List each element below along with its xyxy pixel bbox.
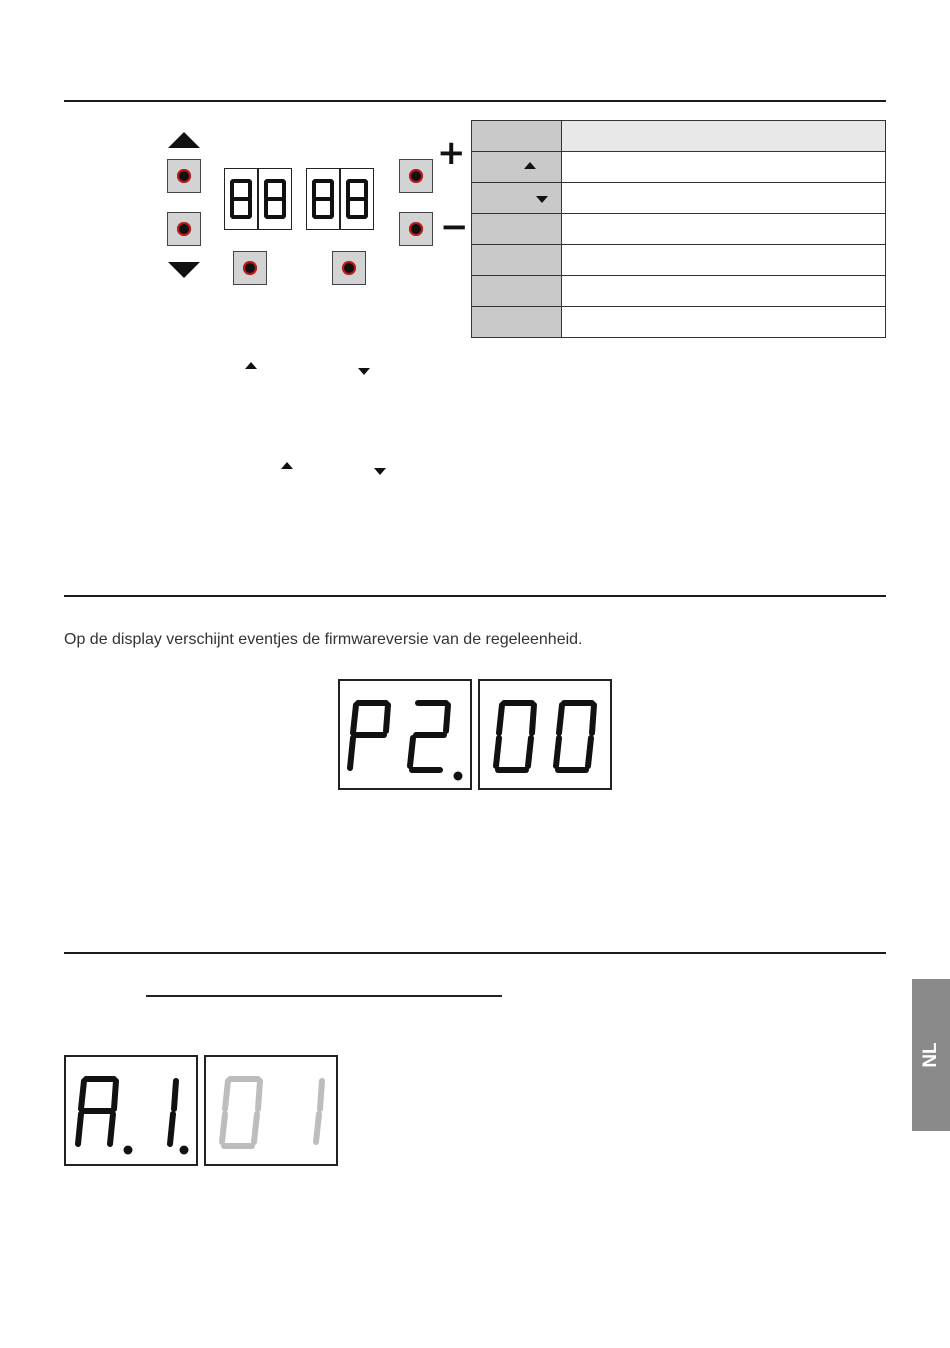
table-cell (562, 152, 886, 183)
plus-key-button[interactable] (399, 159, 433, 193)
display-P2-icon (340, 681, 470, 788)
firmware-display-right (478, 679, 612, 790)
right-key-button[interactable] (332, 251, 366, 285)
table-cell (562, 121, 886, 152)
key-dot-icon (410, 223, 422, 235)
up-arrow-icon (281, 462, 293, 469)
up-arrow-icon (524, 162, 536, 169)
table-cell (562, 307, 886, 338)
down-key-button[interactable] (167, 212, 201, 246)
panel-digit-1 (224, 168, 258, 230)
key-dot-icon (178, 223, 190, 235)
underlined-heading-line (146, 995, 502, 997)
digit-8-icon (341, 169, 373, 229)
table-row (472, 276, 886, 307)
table-row (472, 183, 886, 214)
minus-icon: − (440, 207, 469, 247)
table-row (472, 245, 886, 276)
table-cell (472, 307, 562, 338)
table-cell (472, 152, 562, 183)
down-arrow-icon (536, 196, 548, 203)
parameter-display-left (64, 1055, 198, 1166)
table-cell (562, 276, 886, 307)
up-arrow-icon (245, 362, 257, 369)
table-cell (472, 121, 562, 152)
section-rule-bottom (64, 952, 886, 954)
parameter-display-right (204, 1055, 338, 1166)
minus-key-button[interactable] (399, 212, 433, 246)
digit-8-icon (225, 169, 257, 229)
table-cell (562, 245, 886, 276)
language-tab-label: NL (920, 1042, 941, 1068)
digit-8-icon (307, 169, 339, 229)
firmware-display-left (338, 679, 472, 790)
table-row (472, 307, 886, 338)
table-cell (472, 183, 562, 214)
section-rule-middle (64, 595, 886, 597)
table-cell (472, 276, 562, 307)
table-cell (472, 245, 562, 276)
down-arrow-icon (374, 468, 386, 475)
panel-digit-3 (306, 168, 340, 230)
table-row (472, 214, 886, 245)
section-rule-top (64, 100, 886, 102)
up-arrow-icon (168, 132, 200, 148)
table-cell (472, 214, 562, 245)
display-A1-icon (66, 1057, 196, 1164)
firmware-description: Op de display verschijnt eventjes de firmwareversie van de regeleenheid. (64, 631, 583, 648)
key-dot-icon (178, 170, 190, 182)
key-dot-icon (410, 170, 422, 182)
up-key-button[interactable] (167, 159, 201, 193)
display-00-icon (480, 681, 610, 788)
plus-icon: + (437, 133, 466, 173)
language-tab (912, 979, 950, 1131)
key-dot-icon (244, 262, 256, 274)
key-dot-icon (343, 262, 355, 274)
table-cell (562, 214, 886, 245)
table-cell (562, 183, 886, 214)
left-key-button[interactable] (233, 251, 267, 285)
digit-8-icon (259, 169, 291, 229)
table-row (472, 152, 886, 183)
down-arrow-icon (358, 368, 370, 375)
key-function-table (471, 120, 886, 338)
table-row (472, 121, 886, 152)
down-arrow-icon (168, 262, 200, 278)
panel-digit-4 (340, 168, 374, 230)
display-01-icon (206, 1057, 336, 1164)
panel-digit-2 (258, 168, 292, 230)
